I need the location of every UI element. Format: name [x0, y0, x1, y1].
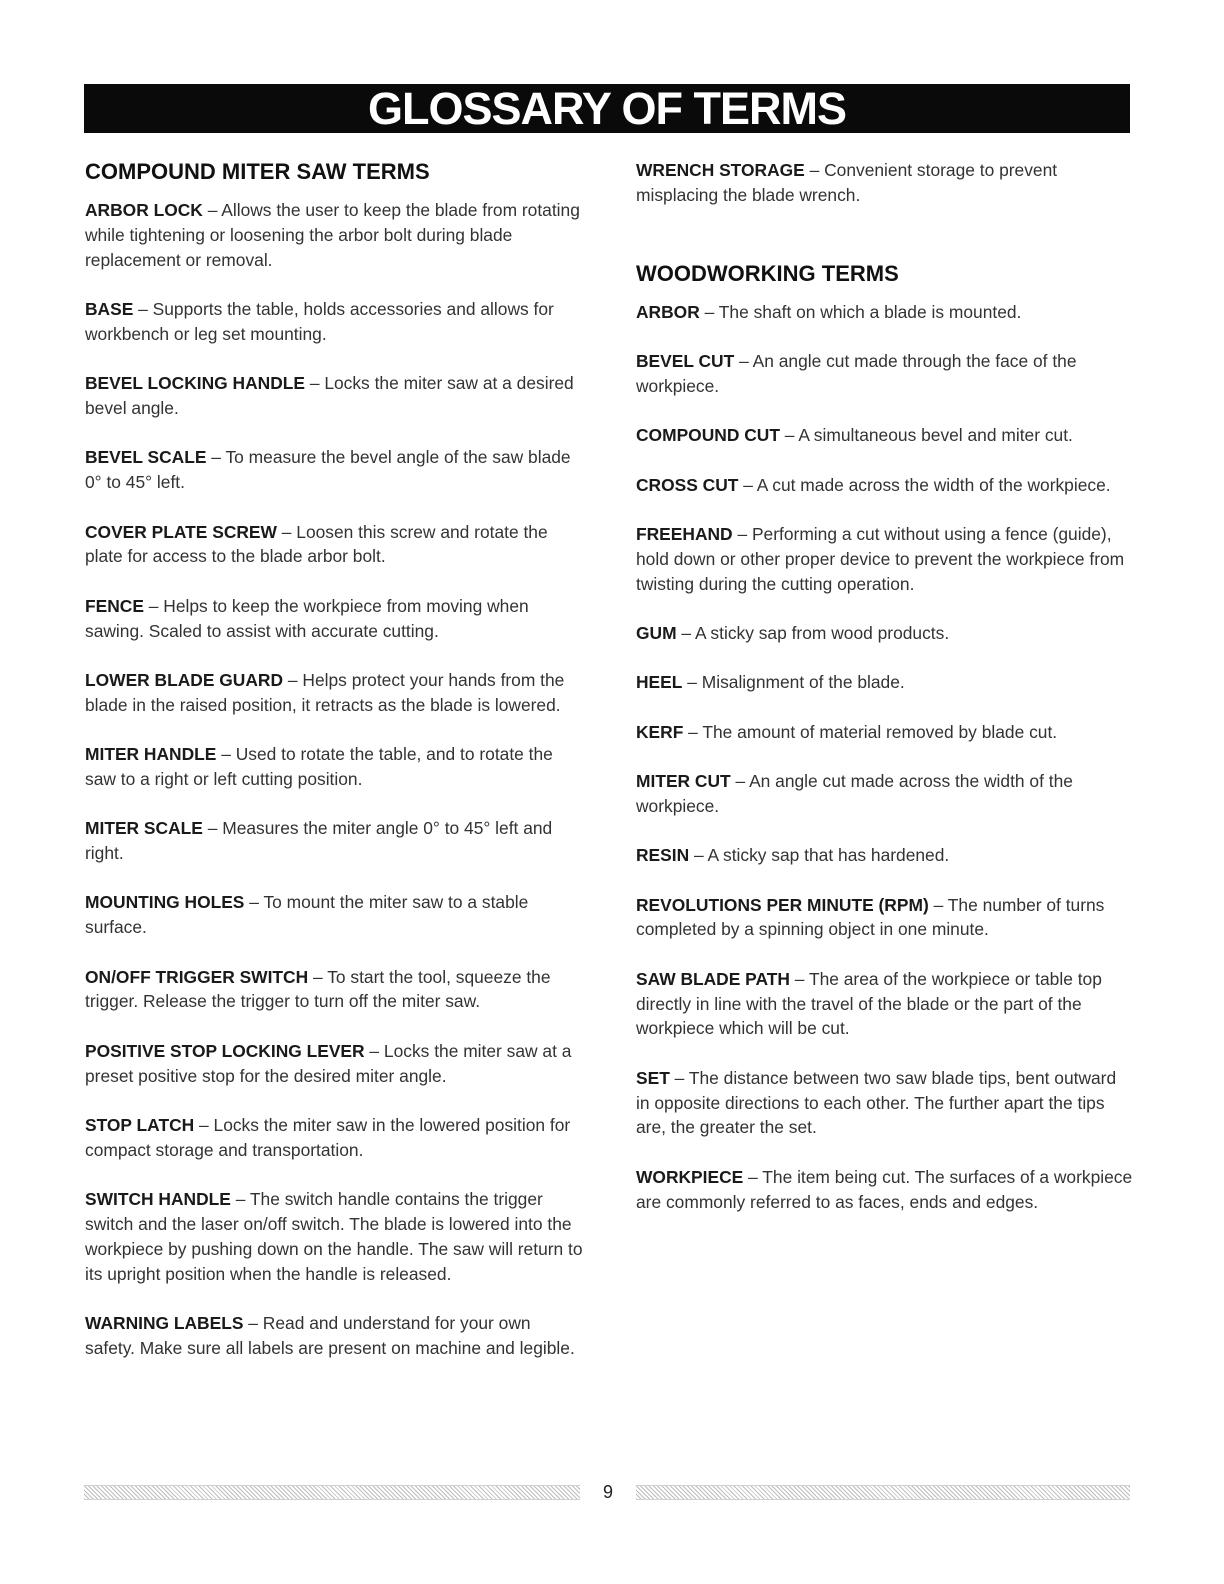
glossary-entry: [636, 843, 1134, 868]
glossary-term: CROSS CUT: [636, 474, 739, 495]
glossary-definition: – A sticky sap that has hardened.: [689, 845, 950, 866]
glossary-definition: – Helps to keep the workpiece from moving when sawing. Scaled to assist with accurate cutting.: [85, 595, 529, 641]
glossary-definition: – Misalignment of the blade.: [682, 672, 905, 693]
glossary-entry: [85, 816, 585, 866]
glossary-term: COMPOUND CUT: [636, 425, 780, 446]
page-footer: [84, 1482, 1130, 1502]
glossary-definition: – The shaft on which a blade is mounted.: [699, 301, 1022, 322]
glossary-entry: [636, 1165, 1134, 1215]
glossary-entry: [636, 300, 1134, 325]
glossary-term: HEEL: [636, 672, 683, 693]
glossary-definition: – Loosen this screw and rotate the plate for access to the blade arbor bolt.: [85, 521, 548, 567]
section-heading-compound-miter-saw: COMPOUND MITER SAW TERMS: [85, 159, 430, 184]
glossary-definition: – The amount of material removed by blade cut.: [683, 721, 1058, 742]
glossary-entry: [636, 967, 1134, 1041]
glossary-entry: [85, 371, 585, 421]
glossary-term: POSITIVE STOP LOCKING LEVER: [85, 1040, 365, 1061]
glossary-definition: – Allows the user to keep the blade from rotating while tightening or loosening the arbor bolt during blade replacement or removal.: [85, 200, 580, 270]
glossary-entry: [636, 423, 1134, 448]
glossary-entry: [636, 522, 1134, 596]
glossary-list: [636, 158, 1134, 208]
glossary-entry: [85, 520, 585, 570]
glossary-definition: – The switch handle contains the trigger switch and the laser on/off switch. The blade is lowered into the workpiece by pushing down on the handle. The saw will return to its upright position when the handle is released.: [85, 1189, 583, 1284]
woodworking-terms-column: [636, 158, 1134, 1239]
glossary-entry: [85, 594, 585, 644]
glossary-term: SAW BLADE PATH: [636, 968, 790, 989]
glossary-list: [85, 198, 585, 1361]
glossary-definition: – Convenient storage to prevent misplacing the blade wrench.: [636, 160, 1058, 205]
glossary-entry: [85, 965, 585, 1015]
glossary-entry: [85, 1187, 585, 1286]
glossary-entry: [85, 1039, 585, 1089]
glossary-term: MITER HANDLE: [85, 744, 217, 765]
glossary-term: GUM: [636, 622, 677, 643]
section-heading-woodworking: WOODWORKING TERMS: [636, 260, 899, 286]
glossary-entry: [636, 720, 1134, 745]
glossary-entry: [85, 1113, 585, 1163]
glossary-definition: – A cut made across the width of the workpiece.: [738, 474, 1111, 495]
glossary-definition: – Helps protect your hands from the blade in the raised position, it retracts as the blade is lowered.: [85, 669, 565, 715]
glossary-definition: – The distance between two saw blade tips, bent outward in opposite directions to each other. The further apart the tips are, the greater the set.: [636, 1067, 1117, 1138]
glossary-definition: – Performing a cut without using a fence (guide), hold down or other proper device to prevent the workpiece from twisting during the cutting operation.: [636, 523, 1125, 594]
glossary-term: FENCE: [85, 595, 144, 616]
glossary-term: KERF: [636, 721, 684, 742]
glossary-definition: – An angle cut made through the face of the workpiece.: [636, 350, 1077, 396]
glossary-term: ARBOR: [636, 301, 700, 322]
page-number: 9: [602, 1482, 613, 1502]
decorative-bar: [84, 1485, 580, 1500]
glossary-definition: – Locks the miter saw at a preset positive stop for the desired miter angle.: [85, 1040, 572, 1086]
glossary-term: SWITCH HANDLE: [85, 1189, 231, 1210]
glossary-entry: [636, 769, 1134, 819]
glossary-definition: – To measure the bevel angle of the saw blade 0° to 45° left.: [85, 447, 571, 493]
glossary-term: COVER PLATE SCREW: [85, 521, 277, 542]
glossary-term: SET: [636, 1067, 670, 1088]
glossary-term: ON/OFF TRIGGER SWITCH: [85, 966, 309, 987]
glossary-entry: [85, 890, 585, 940]
glossary-entry: [85, 198, 585, 272]
glossary-term: WRENCH STORAGE: [636, 160, 805, 180]
glossary-list: [636, 300, 1134, 1215]
glossary-definition: – A sticky sap from wood products.: [676, 622, 950, 643]
glossary-definition: – The number of turns completed by a spinning object in one minute.: [636, 894, 1105, 940]
glossary-term: RESIN: [636, 845, 690, 866]
glossary-entry: [85, 1311, 585, 1361]
glossary-term: BEVEL CUT: [636, 350, 735, 371]
glossary-definition: – Locks the miter saw at a desired bevel angle.: [85, 373, 574, 418]
glossary-entry: [636, 670, 1134, 695]
glossary-term: FREEHAND: [636, 523, 733, 544]
glossary-term: WARNING LABELS: [85, 1313, 244, 1334]
glossary-entry: [636, 349, 1134, 399]
glossary-entry: [85, 445, 585, 495]
glossary-definition: – To start the tool, squeeze the trigger. Release the trigger to turn off the miter saw.: [85, 966, 551, 1012]
glossary-entry: [85, 297, 585, 347]
glossary-term: ARBOR LOCK: [85, 200, 203, 220]
glossary-entry: [636, 621, 1134, 646]
glossary-term: WORKPIECE: [636, 1166, 744, 1187]
glossary-entry: [636, 473, 1134, 498]
glossary-term: MOUNTING HOLES: [85, 892, 245, 913]
glossary-term: LOWER BLADE GUARD: [85, 669, 284, 690]
glossary-definition: – To mount the miter saw to a stable surface.: [85, 892, 529, 938]
glossary-term: BASE: [85, 298, 134, 319]
glossary-term: REVOLUTIONS PER MINUTE (RPM): [636, 894, 929, 915]
glossary-term: MITER SCALE: [85, 818, 203, 839]
compound-miter-saw-terms-column: [85, 158, 585, 1385]
decorative-bar: [636, 1485, 1130, 1500]
glossary-definition: – Measures the miter angle 0° to 45° left and right.: [85, 818, 553, 864]
glossary-definition: – Locks the miter saw in the lowered position for compact storage and transportation.: [85, 1115, 571, 1160]
glossary-entry: [85, 742, 585, 792]
glossary-entry: [85, 668, 585, 718]
glossary-definition: – The item being cut. The surfaces of a workpiece are commonly referred to as faces, ends and edges.: [636, 1166, 1133, 1212]
glossary-definition: – The area of the workpiece or table top directly in line with the travel of the blade or the part of the workpiece which will be cut.: [636, 968, 1102, 1039]
glossary-definition: – A simultaneous bevel and miter cut.: [779, 425, 1073, 446]
glossary-entry: [636, 893, 1134, 943]
glossary-term: BEVEL SCALE: [85, 447, 207, 468]
glossary-term: STOP LATCH: [85, 1115, 195, 1136]
glossary-definition: – Read and understand for your own safety. Make sure all labels are present on machine and legible.: [85, 1313, 575, 1358]
glossary-entry: [636, 158, 1134, 208]
glossary-definition: – An angle cut made across the width of the workpiece.: [636, 771, 1073, 816]
page-title: GLOSSARY OF TERMS: [84, 84, 1130, 133]
glossary-entry: [636, 1066, 1134, 1140]
glossary-term: BEVEL LOCKING HANDLE: [85, 373, 305, 394]
glossary-definition: – Supports the table, holds accessories and allows for workbench or leg set mounting.: [85, 298, 554, 344]
glossary-term: MITER CUT: [636, 771, 731, 792]
glossary-definition: – Used to rotate the table, and to rotate the saw to a right or left cutting position.: [85, 744, 553, 789]
